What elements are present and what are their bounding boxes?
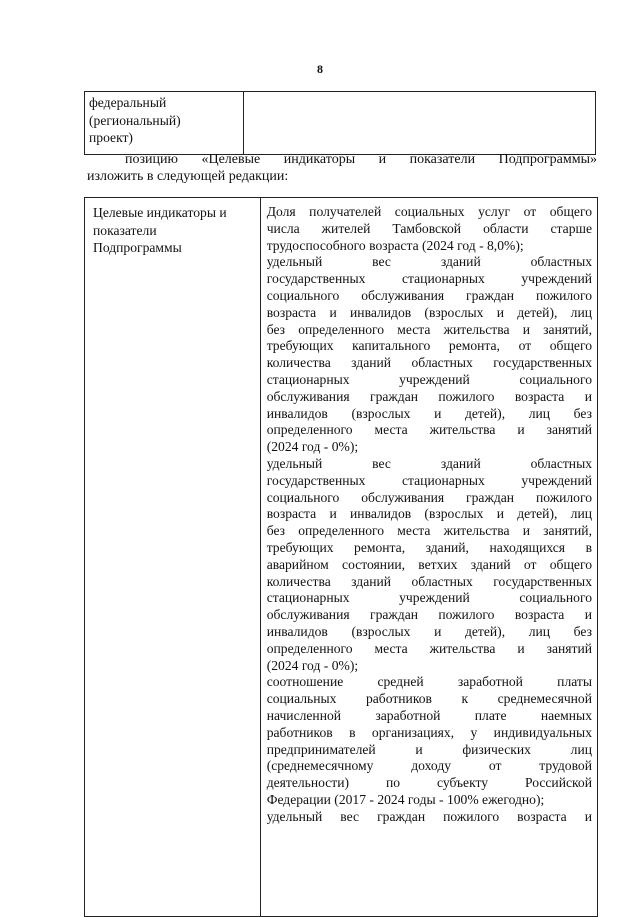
indicator-text-line: предпринимателей и физических лиц xyxy=(266,741,592,757)
top-table-left-cell xyxy=(85,92,244,155)
indicator-text-line: количества зданий областных государственных xyxy=(266,355,592,371)
indicator-text-line: определенного места жительства и занятий xyxy=(266,422,592,438)
indicator-text-line: инвалидов (взрослых и детей), лиц без xyxy=(266,623,592,639)
indicator-text-line: числа жителей Тамбовской области старше xyxy=(266,220,592,236)
left-cell-line: показатели xyxy=(93,222,157,238)
indicator-text-line: Доля получателей социальных услуг от общего xyxy=(266,204,592,219)
indicator-text-line: без определенного места жительства и занятий, xyxy=(266,523,592,539)
indicator-text-line: деятельности) по субъекту Российской xyxy=(266,775,592,791)
indicator-text-line: (2024 год - 0%); xyxy=(266,657,359,673)
indicator-text-line: государственных стационарных учреждений xyxy=(266,271,592,287)
indicator-text-line: удельный вес зданий областных xyxy=(266,455,592,471)
top-table xyxy=(84,91,596,155)
indicator-text-line: возраста и инвалидов (взрослых и детей), лиц xyxy=(266,506,592,522)
left-cell-line: Подпрограммы xyxy=(93,240,182,255)
indicator-text-line: работников в организациях, у индивидуальных xyxy=(266,724,592,740)
indicator-text-line: государственных стационарных учреждений xyxy=(266,472,592,488)
indicator-text-line: удельный вес граждан пожилого возраста и xyxy=(266,808,592,824)
page-number: 8 xyxy=(317,62,323,76)
indicator-text-line: (среднемесячному доходу от трудовой xyxy=(266,758,592,774)
left-cell-line: Целевые индикаторы и xyxy=(93,205,227,220)
indicator-text-line: инвалидов (взрослых и детей), лиц без xyxy=(266,405,592,421)
indicator-text-line: начисленной заработной плате наемных xyxy=(266,707,592,723)
main-table-left-cell xyxy=(85,198,261,917)
indicator-text-line: без определенного места жительства и занятий, xyxy=(266,321,592,337)
top-table-line: проект) xyxy=(89,130,133,145)
intro-line: позицию «Целевые индикаторы и показатели Подпрограммы» xyxy=(125,152,597,167)
top-table-line: (региональный) xyxy=(89,112,181,128)
indicator-text-line: стационарных учреждений социального xyxy=(266,590,592,606)
indicator-text-line: требующих капитального ремонта, от общего xyxy=(266,338,592,354)
indicator-text-line: аварийном состоянии, ветхих зданий от общего xyxy=(266,556,592,572)
indicator-text-line: трудоспособного возраста (2024 год - 8,0%); xyxy=(266,237,524,253)
indicator-text-line: определенного места жительства и занятий xyxy=(266,640,592,656)
indicator-text-line: удельный вес зданий областных xyxy=(266,254,592,270)
top-table-line: федеральный xyxy=(89,95,167,110)
indicator-text-line: возраста и инвалидов (взрослых и детей), лиц xyxy=(266,304,592,320)
intro-line: изложить в следующей редакции: xyxy=(87,168,289,184)
main-table-right-cell xyxy=(260,198,597,917)
indicator-text-line: социальных работников к среднемесячной xyxy=(266,691,592,707)
indicator-text-line: требующих ремонта, зданий, находящихся в xyxy=(266,539,592,555)
indicator-text-line: обслуживания граждан пожилого возраста и xyxy=(266,607,592,623)
indicator-text-line: социального обслуживания граждан пожилого xyxy=(266,287,592,303)
top-table-right-cell xyxy=(243,92,595,155)
main-table xyxy=(84,197,598,917)
indicator-text-line: стационарных учреждений социального xyxy=(266,371,592,387)
intro-paragraph xyxy=(87,152,597,185)
indicator-text-line: количества зданий областных государственных xyxy=(266,573,592,589)
indicator-text-line: обслуживания граждан пожилого возраста и xyxy=(266,388,592,404)
indicator-text-line: соотношение средней заработной платы xyxy=(266,674,592,690)
indicator-text-line: социального обслуживания граждан пожилого xyxy=(266,489,592,505)
indicator-text-line: (2024 год - 0%); xyxy=(266,439,359,455)
indicator-text-line: Федерации (2017 - 2024 годы - 100% ежегодно); xyxy=(266,791,545,807)
